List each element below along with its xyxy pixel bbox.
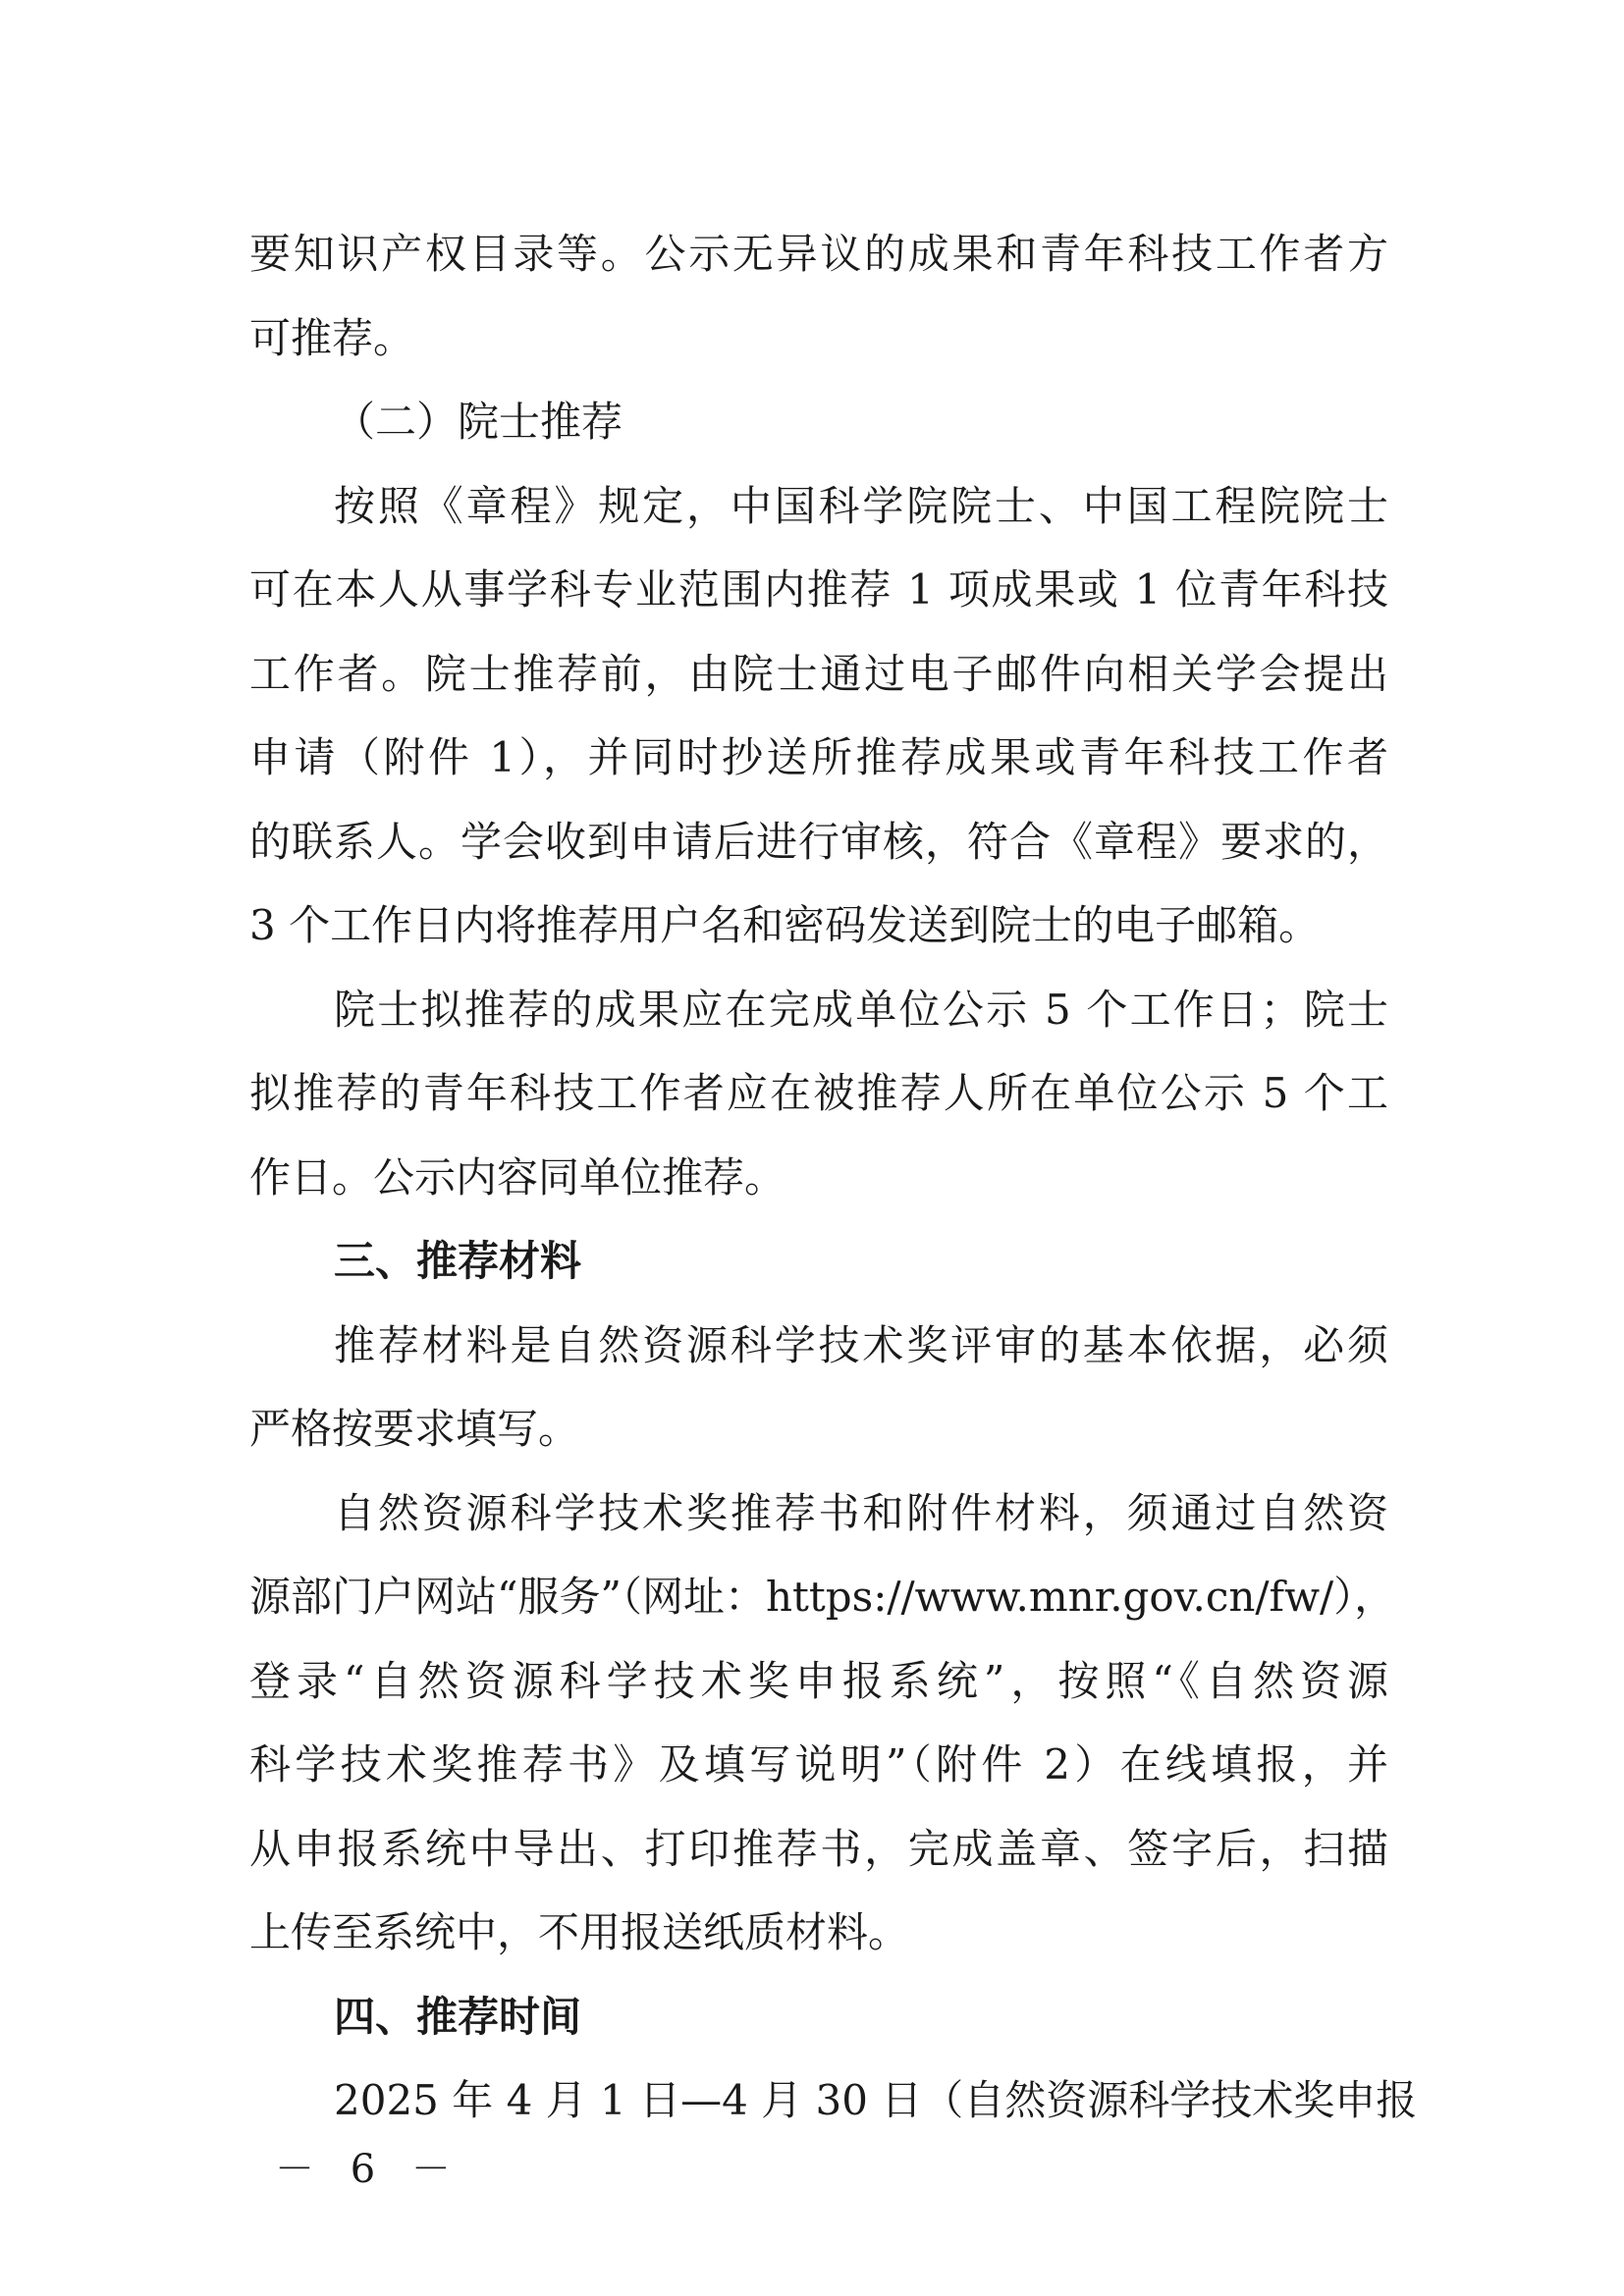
paragraph-line: 严格按要求填写。 <box>249 1405 580 1453</box>
paragraph-line: 的联系人。学会收到申请后进行审核，符合《章程》要求的， <box>249 818 1388 866</box>
paragraph-line: 登录“自然资源科学技术奖申报系统”，按照“《自然资源 <box>249 1657 1388 1705</box>
page-number: － 6 － <box>275 2147 462 2192</box>
paragraph-line: 从申报系统中导出、打印推荐书，完成盖章、签字后，扫描 <box>249 1825 1388 1873</box>
paragraph-line: 上传至系统中，不用报送纸质材料。 <box>249 1908 910 1956</box>
section-heading: 三、推荐材料 <box>334 1237 582 1285</box>
paragraph-line: 要知识产权目录等。公示无异议的成果和青年科技工作者方 <box>249 230 1388 278</box>
paragraph-line: 按照《章程》规定，中国科学院院士、中国工程院院士 <box>334 482 1388 530</box>
paragraph-line: 作日。公示内容同单位推荐。 <box>249 1153 786 1201</box>
paragraph-line: 推荐材料是自然资源科学技术奖评审的基本依据，必须 <box>334 1321 1388 1369</box>
paragraph-line: 自然资源科学技术奖推荐书和附件材料，须通过自然资 <box>334 1489 1388 1537</box>
paragraph-line: 科学技术奖推荐书》及填写说明”（附件 2）在线填报，并 <box>249 1740 1388 1789</box>
section-heading: 四、推荐时间 <box>334 1993 582 2041</box>
paragraph-line: 申请（附件 1），并同时抄送所推荐成果或青年科技工作者 <box>249 733 1388 781</box>
paragraph-line: 工作者。院士推荐前，由院士通过电子邮件向相关学会提出 <box>249 650 1388 698</box>
paragraph-line: 拟推荐的青年科技工作者应在被推荐人所在单位公示 5 个工 <box>249 1069 1388 1117</box>
paragraph-line: 可在本人从事学科专业范围内推荐 1 项成果或 1 位青年科技 <box>249 565 1388 614</box>
paragraph-line: 3 个工作日内将推荐用户名和密码发送到院士的电子邮箱。 <box>249 901 1321 949</box>
paragraph-line: 可推荐。 <box>249 314 415 362</box>
paragraph-line: 源部门户网站“服务”（网址：https://www.mnr.gov.cn/fw/）， <box>249 1573 1396 1621</box>
paragraph-line: 院士拟推荐的成果应在完成单位公示 5 个工作日；院士 <box>334 986 1388 1034</box>
section-subheading: （二）院士推荐 <box>334 398 623 446</box>
paragraph-line: 2025 年 4 月 1 日—4 月 30 日（自然资源科学技术奖申报 <box>334 2076 1418 2124</box>
